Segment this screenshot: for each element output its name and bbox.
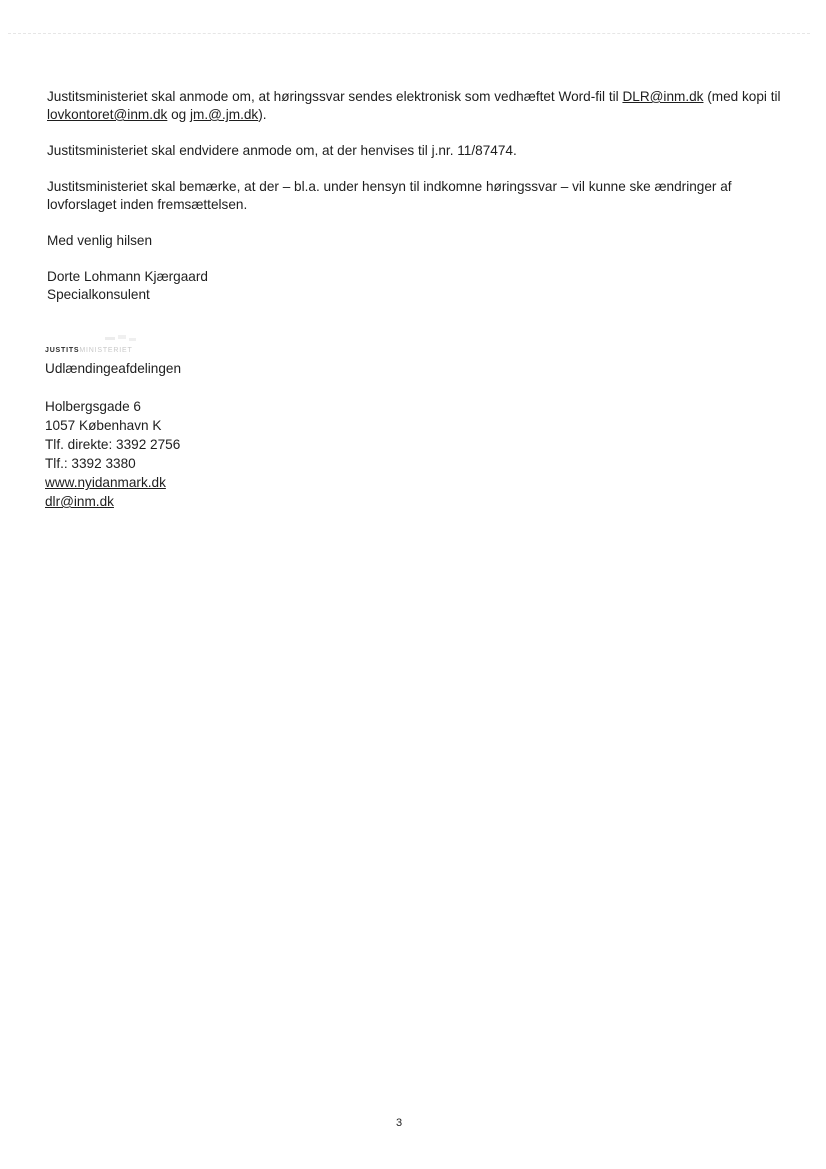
phone-direct: Tlf. direkte: 3392 2756 [45, 437, 181, 452]
closing: Med venlig hilsen [47, 233, 153, 248]
phone-main: Tlf.: 3392 3380 [45, 456, 136, 471]
signer-name: Dorte Lohmann Kjærgaard [47, 269, 208, 284]
department-name: Udlændingeafdelingen [45, 361, 182, 376]
signer-title: Specialkonsulent [47, 287, 150, 302]
contact-email-link[interactable]: dlr@inm.dk [45, 494, 114, 509]
page-number: 3 [396, 1117, 403, 1129]
logo-faded-text: MINISTERIET [79, 347, 133, 354]
top-divider [8, 33, 810, 34]
city-address: 1057 København K [45, 418, 162, 433]
ministry-logo [45, 333, 157, 354]
contact-block [45, 397, 180, 511]
website-link[interactable]: www.nyidanmark.dk [45, 475, 166, 490]
email-link-dlr[interactable]: DLR@inm.dk [622, 89, 704, 104]
paragraph-reference: Justitsministeriet skal endvidere anmode om, at der henvises til j.nr. 11/87474. [47, 143, 517, 158]
p1-suffix: ). [258, 107, 267, 122]
email-link-jm[interactable]: jm.@.jm.dk [190, 107, 259, 122]
logo-wordmark [45, 347, 157, 354]
p1-and: og [167, 107, 191, 122]
paragraph-submission [47, 88, 782, 124]
crown-logo-icon [85, 333, 157, 345]
email-link-lovkontoret[interactable]: lovkontoret@inm.dk [47, 107, 168, 122]
letter-body [47, 88, 782, 304]
paragraph-changes: Justitsministeriet skal bemærke, at der – bl.a. under hensyn til indkomne høringssvar – vil kunne ske ændringer af lovforslaget inden fremsættelsen. [47, 179, 732, 212]
p1-prefix: Justitsministeriet skal anmode om, at høringssvar sendes elektronisk som vedhæftet Word-fil til [47, 89, 623, 104]
street-address: Holbergsgade 6 [45, 399, 141, 414]
p1-mid: (med kopi til [703, 89, 781, 104]
logo-bold-text: JUSTITS [45, 347, 80, 354]
